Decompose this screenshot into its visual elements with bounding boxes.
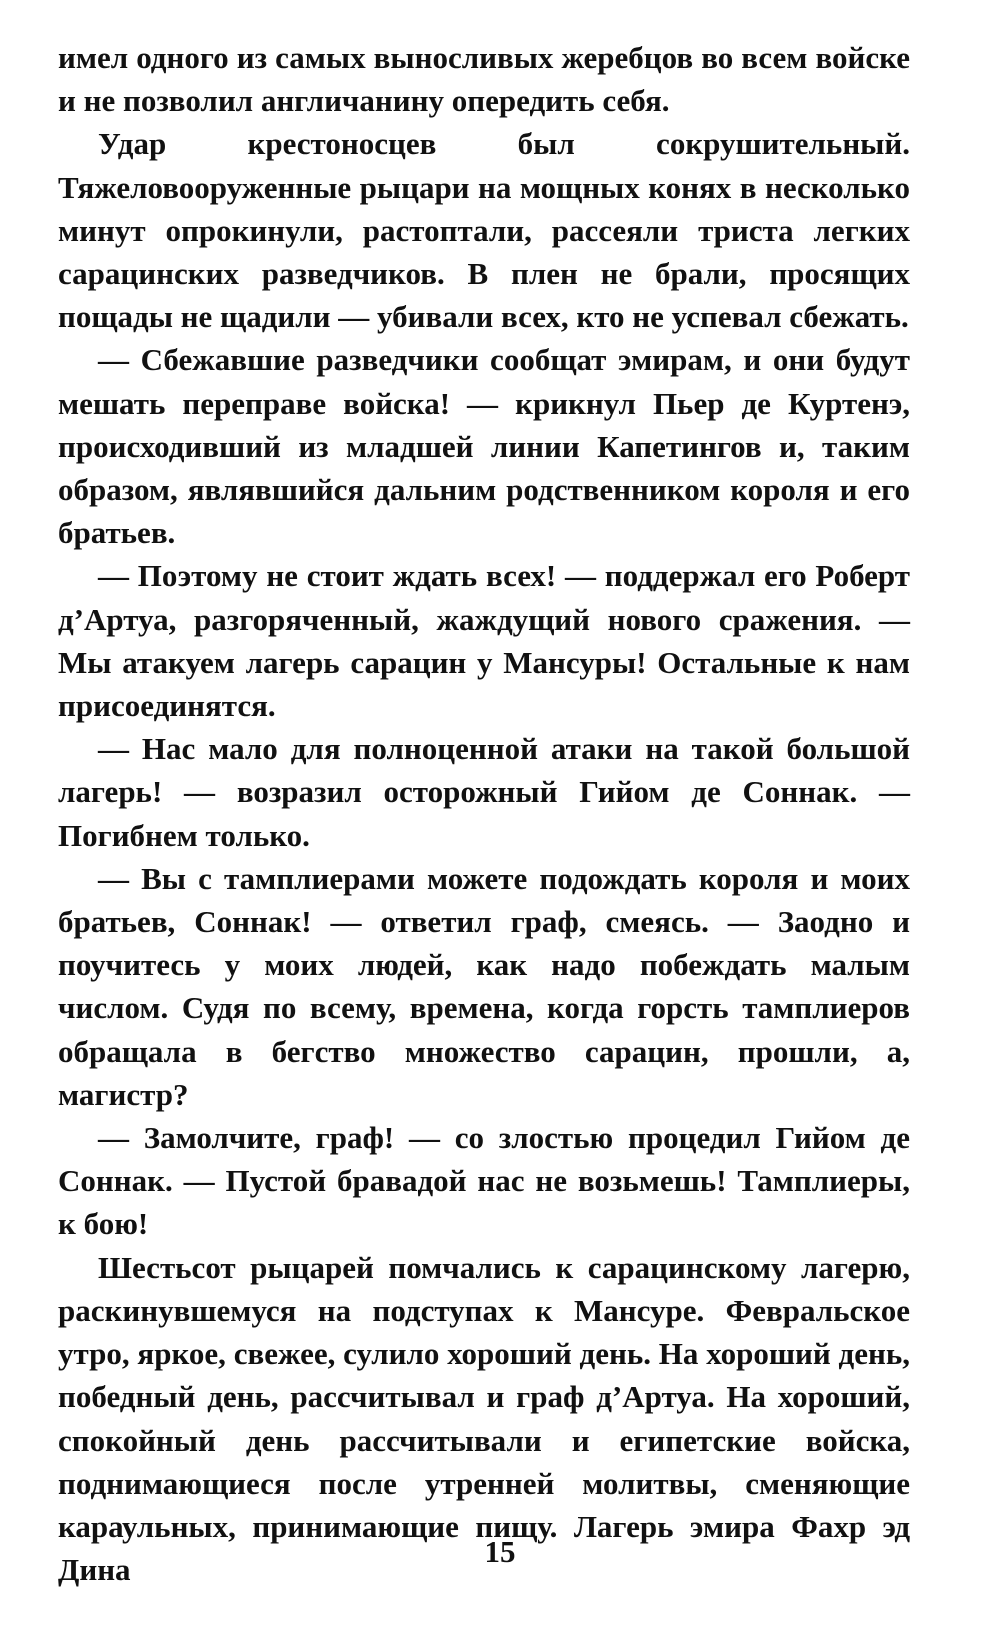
paragraph-continuation: имел одного из самых выносливых жеребцов во всем войске и не позволил англичанину опередить себя.	[58, 40, 910, 119]
paragraph: — Сбежавшие разведчики сообщат эмирам, и они будут мешать переправе войска! — крикнул Пьер де Куртенэ, происходивший из младшей линии Капетингов и, таким образом, являвшийся дальним родственником короля и его братьев.	[58, 342, 910, 551]
paragraph: — Нас мало для полноценной атаки на такой большой лагерь! — возразил осторожный Гийом де Соннак. — Погибнем только.	[58, 731, 910, 853]
page-body	[58, 36, 910, 1591]
paragraph: Шестьсот рыцарей помчались к сарацинскому лагерю, раскинувшемуся на подступах к Мансуре. Февральское утро, яркое, свежее, сулило хороший день. На хороший день, победный день, рассчитывал и граф д’Артуа. На хороший, спокойный день рассчитывали и египетские войска, поднимающиеся после утренней молитвы, сменяющие караульных, принимающие пищу. Лагерь эмира Фахр эд Дина	[58, 1249, 910, 1588]
page-number: 15	[484, 1534, 516, 1569]
paragraph: — Вы с тамплиерами можете подождать короля и моих братьев, Соннак! — ответил граф, смеясь. — Заодно и поучитесь у моих людей, как надо побеждать малым числом. Судя по всему, времена, когда горсть тамплиеров обращала в бегство множество сарацин, прошли, а, магистр?	[58, 860, 910, 1112]
paragraph: Удар крестоносцев был сокрушительный. Тяжеловооруженные рыцари на мощных конях в несколько минут опрокинули, растоптали, рассеяли триста легких сарацинских разведчиков. В плен не брали, просящих пощады не щадили — убивали всех, кто не успевал сбежать.	[58, 126, 910, 335]
paragraph: — Поэтому не стоит ждать всех! — поддержал его Роберт д’Артуа, разгоряченный, жаждущий нового сражения. — Мы атакуем лагерь сарацин у Мансуры! Остальные к нам присоединятся.	[58, 558, 910, 724]
paragraph: — Замолчите, граф! — со злостью процедил Гийом де Соннак. — Пустой бравадой нас не возьмешь! Тамплиеры, к бою!	[58, 1120, 910, 1242]
